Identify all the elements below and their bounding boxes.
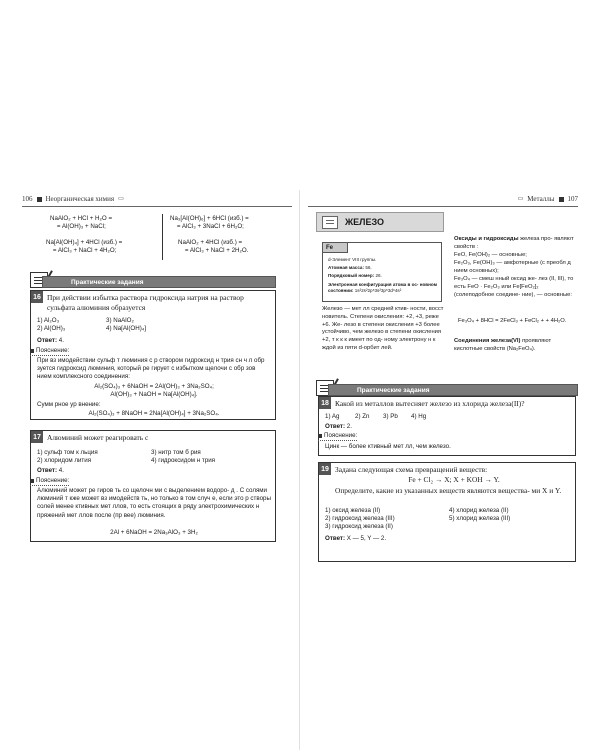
answer-line bbox=[37, 467, 64, 475]
summary-label: Сумм рное ур внение: bbox=[37, 401, 101, 408]
answer-option: 1) оксид железа (II) bbox=[325, 507, 381, 514]
formula-line: = AlCl₃ + NaCl + 4H₂O; bbox=[46, 247, 117, 254]
practice-banner-right bbox=[328, 384, 578, 396]
oxides-title: Оксиды и гидроксиды bbox=[454, 236, 519, 242]
explanation-label bbox=[30, 477, 69, 486]
iron-vi-title: Соединения железа(VI) bbox=[454, 338, 521, 344]
element-symbol: Fe bbox=[322, 242, 348, 253]
answer-option: 3) Pb bbox=[383, 413, 398, 420]
task-question: Алюминий может реагировать с bbox=[47, 433, 149, 442]
oxide-item: Fe₃O₄ — смеш нный оксид же- лез (II, III), то есть FeO · Fe₂O₃ или Fe[FeO₂]₂ (солеподобное соедине- ние), — основные: bbox=[454, 276, 574, 298]
explanation-label-text: Пояснение: bbox=[36, 477, 70, 484]
answer-option: 2) хлоридом лития bbox=[37, 457, 92, 464]
element-group: d-Элемент VIII группы. bbox=[328, 257, 377, 262]
page-number-left: 106 bbox=[22, 195, 33, 203]
electron-config-label: Электронная конфигурация атома в ос- новном состоянии: bbox=[328, 282, 438, 293]
transformation-scheme: Fe + Cl₂ → X; X + KOH → Y. bbox=[408, 475, 500, 484]
explanation-text: Цинк — более ктивный мет лл, чем железо. bbox=[325, 443, 451, 450]
answer-option: 4) гидроксидом н трия bbox=[151, 457, 215, 464]
electron-config-value: 1s²2s²2p⁶3s²3p⁶3d⁶4s² bbox=[354, 288, 402, 293]
answer-option: 4) Na[Al(OH)₄] bbox=[106, 325, 146, 332]
header-rule-right bbox=[308, 206, 578, 207]
explanation-text: Алюминий может ре гиров ть со щелочн ми с выделением водоро- д . С солями люминий т кже может вз имодейств ть, но только в том случ е, если это р створы солей менее ктивных мет ллов, то есть стоящих в ряду электрохимических н пряжений мет ллов после (пр вее) люминия. bbox=[37, 487, 271, 519]
answer-value: 2. bbox=[346, 423, 352, 430]
answer-option: 3) NaAlO₂ bbox=[106, 317, 134, 324]
electron-config bbox=[328, 282, 440, 294]
atomic-number-label: Порядковый номер: bbox=[328, 273, 375, 278]
iron-vi-text: проявляют кислотные свойств (Na₂FeO₄). bbox=[454, 338, 552, 352]
task-number: 17 bbox=[31, 431, 43, 443]
running-head-title-right: Металлы bbox=[527, 195, 555, 203]
answer-value: 4. bbox=[58, 467, 64, 474]
answer-option: 2) Al(OH)₃ bbox=[37, 325, 66, 332]
equation: 2Al + 6NaOH = 2Na₃AlO₃ + 3H₂ bbox=[110, 529, 198, 536]
iron-vi-compounds bbox=[454, 338, 576, 354]
page-number-right: 107 bbox=[567, 195, 578, 203]
equation: Al₂(SO₄)₃ + 8NaOH = 2Na[Al(OH)₄] + 3Na₂SO₄. bbox=[88, 410, 220, 417]
atomic-mass-label: Атомная масса: bbox=[328, 265, 365, 270]
answer-value: X — 5, Y — 2. bbox=[346, 535, 387, 542]
oxide-equation: Fe₃O₄ + 8HCl = 2FeCl₃ + FeCl₂ + + 4H₂O. bbox=[458, 318, 567, 324]
practice-banner-left bbox=[42, 276, 276, 288]
answer-option: 1) Ag bbox=[325, 413, 340, 420]
square-marker-icon bbox=[30, 479, 34, 483]
answer-option: 1) сульф том к льция bbox=[37, 449, 98, 456]
equation: Al(OH)₃ + NaOH = Na[Al(OH)₄]. bbox=[110, 391, 198, 398]
answer-option: 2) Zn bbox=[355, 413, 370, 420]
task-number: 16 bbox=[31, 291, 43, 303]
answer-option: 1) Al₂O₃ bbox=[37, 317, 60, 324]
atomic-number bbox=[328, 273, 382, 279]
task-number: 19 bbox=[319, 463, 331, 475]
running-head-title-left: Неорганическая химия bbox=[45, 195, 115, 203]
running-head-left bbox=[22, 194, 124, 204]
running-head-right bbox=[518, 194, 578, 204]
square-marker-icon bbox=[37, 197, 42, 202]
task-16 bbox=[30, 290, 276, 420]
answer-option: 3) гидроксид железа (II) bbox=[325, 523, 393, 530]
answer-label: Ответ: bbox=[325, 423, 346, 430]
square-marker-icon bbox=[318, 434, 322, 438]
answer-option: 4) хлорид железа (II) bbox=[449, 507, 509, 514]
explanation-label bbox=[30, 347, 69, 356]
formula-divider bbox=[162, 214, 163, 260]
answer-option: 2) гидроксид железа (III) bbox=[325, 515, 395, 522]
answer-option: 4) Hg bbox=[411, 413, 427, 420]
atomic-mass bbox=[328, 265, 372, 271]
task-19 bbox=[318, 462, 576, 562]
section-title-text: ЖЕЛЕЗО bbox=[345, 217, 384, 227]
header-rule-left bbox=[22, 206, 292, 207]
answer-label: Ответ: bbox=[325, 535, 346, 542]
formula-line: NaAlO₂ + HCl + H₂O = bbox=[50, 215, 113, 222]
atomic-mass-value: 56. bbox=[365, 265, 372, 270]
book-icon: ▭ bbox=[118, 196, 124, 202]
oxides-text: железа про- являют свойств : bbox=[454, 236, 574, 250]
explanation-label-text: Пояснение: bbox=[324, 432, 358, 439]
practice-banner-title: Практические задания bbox=[71, 278, 144, 286]
task-question-part2: Определите, какие из указанных веществ являются вещества- ми X и Y. bbox=[335, 486, 562, 495]
answer-label: Ответ: bbox=[37, 467, 58, 474]
section-title bbox=[316, 212, 444, 232]
formula-line: = Al(OH)₃ + NaCl; bbox=[50, 223, 106, 230]
formula-line: = AlCl₃ + NaCl + 2H₂O. bbox=[178, 247, 249, 254]
iron-description: Железо — мет лл средней ктив- ности, восст новитель. Степени окисления: +2, +3, реже +6. Же- лезо в степени окисления +3 более устойчиво, чем железо в степени окисления +2, т к к к имеет по од- ному электрону н к ждой из пяти d-орбит лей. bbox=[322, 306, 444, 351]
explanation-label-text: Пояснение: bbox=[36, 347, 70, 354]
answer-value: 4. bbox=[58, 337, 64, 344]
element-card bbox=[322, 242, 442, 302]
square-marker-icon bbox=[559, 197, 564, 202]
atomic-number-value: 26. bbox=[375, 273, 382, 278]
equation: Al₂(SO₄)₃ + 6NaOH = 2Al(OH)₃ + 3Na₂SO₄; bbox=[94, 383, 214, 390]
task-17 bbox=[30, 430, 276, 542]
task-number: 18 bbox=[319, 397, 331, 409]
answer-option: 3) нитр том б рия bbox=[151, 449, 201, 456]
task-question: При действии избытка раствора гидроксида натрия на раствор сульфата алюминия образуется bbox=[47, 293, 244, 312]
formula-line: Na[Al(OH)₄] + 4HCl (изб.) = bbox=[46, 239, 123, 246]
answer-option: 5) хлорид железа (III) bbox=[449, 515, 511, 522]
book-icon: ▭ bbox=[517, 196, 524, 202]
answer-line bbox=[325, 535, 386, 543]
oxide-item: FeO, Fe(OH)₂ — основные; bbox=[454, 252, 527, 258]
formula-line: = AlCl₃ + 3NaCl + 6H₂O; bbox=[170, 223, 244, 230]
answer-label: Ответ: bbox=[37, 337, 58, 344]
formula-line: NaAlO₂ + 4HCl (изб.) = bbox=[178, 239, 243, 246]
task-18 bbox=[318, 396, 576, 456]
task-question: Задана следующая схема превращений веществ: bbox=[335, 465, 488, 474]
answer-line bbox=[325, 423, 352, 431]
oxide-item: Fe₂O₃, Fe(OH)₃ — амфотерные (с преобл д нием основных); bbox=[454, 260, 571, 274]
oxides-intro bbox=[454, 236, 576, 252]
formula-line: Na₃[Al(OH)₆] + 6HCl (изб.) = bbox=[170, 215, 249, 222]
task-question: Какой из металлов вытесняет железо из хлорида железа(II)? bbox=[335, 399, 525, 408]
right-page bbox=[300, 0, 600, 750]
explanation-text: При вз имодействии сульф т люминия с р створом гидроксид н трия сн ч л обр зуется гидроксид люминия, который ре гирует с избытком щелочи с обр зов нием комплексного соединения: bbox=[37, 357, 265, 381]
square-marker-icon bbox=[30, 349, 34, 353]
answer-line bbox=[37, 337, 64, 345]
explanation-label bbox=[318, 432, 357, 441]
practice-banner-title: Практические задания bbox=[357, 386, 430, 394]
section-book-icon bbox=[322, 216, 338, 229]
